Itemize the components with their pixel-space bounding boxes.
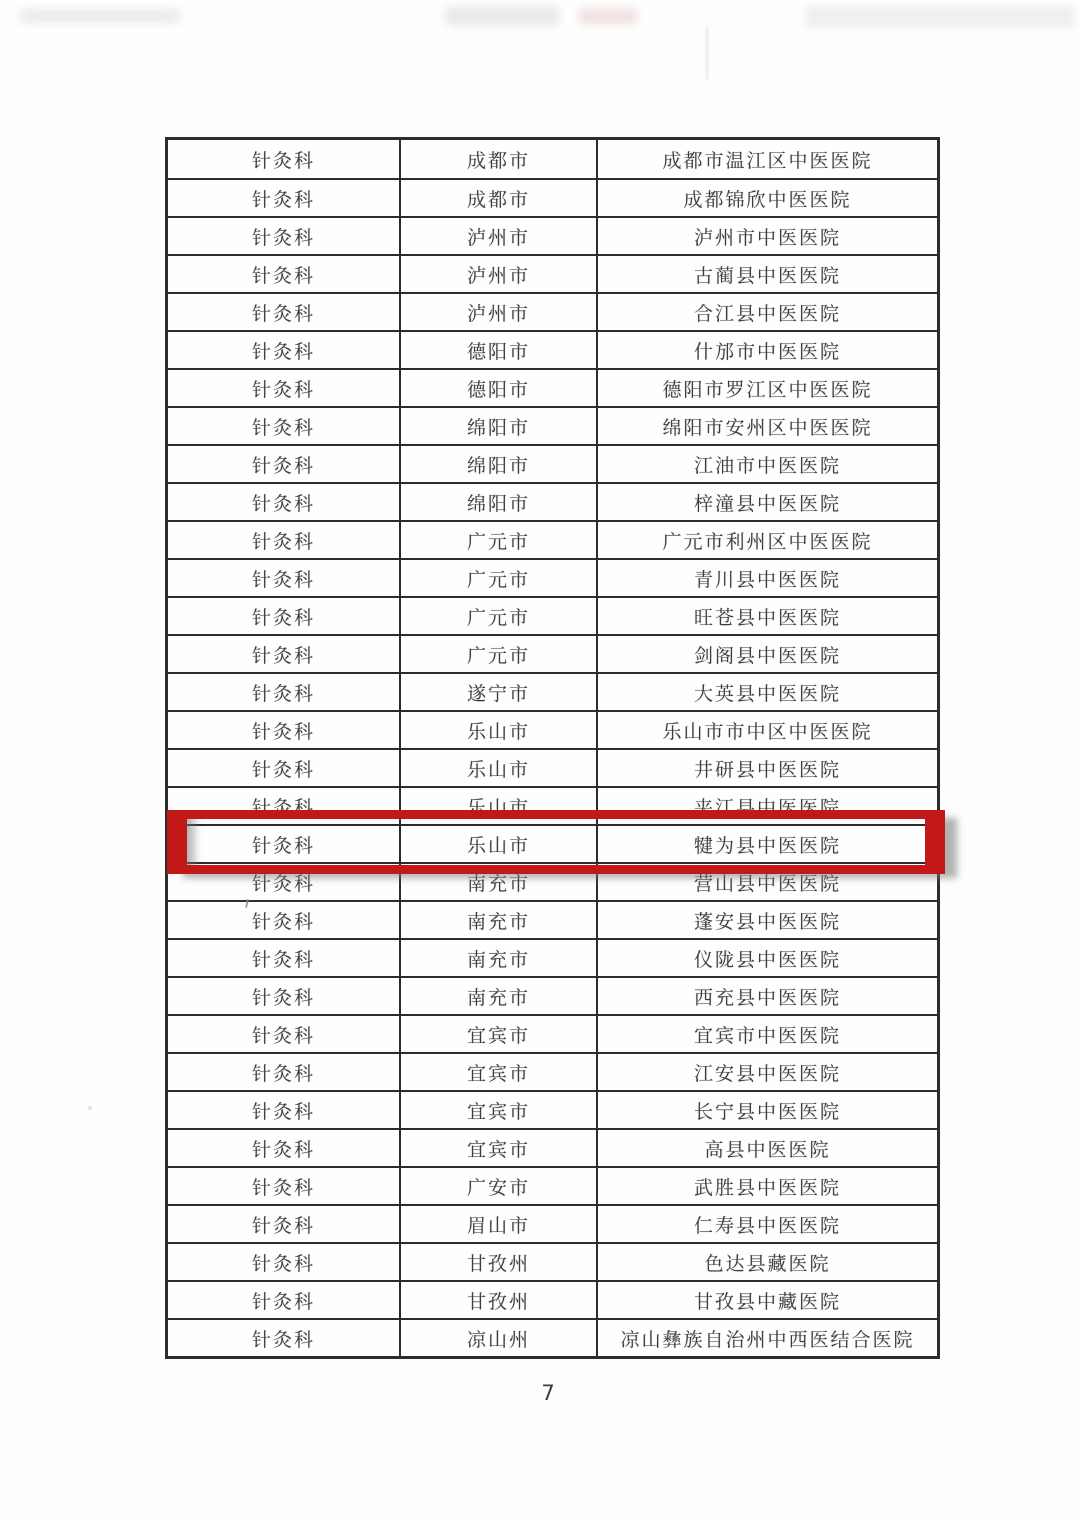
table-row: [168, 824, 937, 862]
cell-department: 针灸科: [168, 788, 401, 824]
scan-artifact: [445, 6, 560, 26]
cell-city: 宜宾市: [401, 1016, 598, 1052]
cell-department: 针灸科: [168, 1130, 401, 1166]
cell-hospital: 青川县中医医院: [693, 568, 841, 591]
table-body: [168, 140, 937, 1356]
table-row: [168, 558, 937, 596]
table-row: [168, 938, 937, 976]
cell-department: 针灸科: [168, 256, 401, 292]
table-row: [168, 330, 937, 368]
ink-speck: [88, 1106, 92, 1110]
table-row: [168, 368, 937, 406]
table-row: [168, 1014, 937, 1052]
cell-department: 针灸科: [168, 484, 401, 520]
table-row: [168, 140, 937, 178]
cell-hospital: 绵阳市安州区中医医院: [662, 416, 873, 439]
cell-city: 南充市: [401, 940, 598, 976]
cell-city: 乐山市: [401, 826, 598, 862]
table-row: [168, 1128, 937, 1166]
scan-artifact: [706, 26, 708, 81]
cell-department: 针灸科: [168, 1092, 401, 1128]
cell-hospital: 泸州市中医医院: [693, 226, 841, 249]
cell-department: 针灸科: [168, 712, 401, 748]
cell-hospital: 剑阁县中医医院: [693, 644, 841, 667]
cell-city: 遂宁市: [401, 674, 598, 710]
table-row: [168, 1242, 937, 1280]
page-number: 7: [541, 1381, 555, 1405]
table-row: [168, 520, 937, 558]
table-row: [168, 1090, 937, 1128]
cell-hospital: 旺苍县中医医院: [693, 606, 841, 629]
cell-department: 针灸科: [168, 636, 401, 672]
cell-city: 乐山市: [401, 788, 598, 824]
cell-hospital: 仁寿县中医医院: [693, 1214, 841, 1237]
cell-city: 甘孜州: [401, 1244, 598, 1280]
cell-hospital: 江油市中医医院: [693, 454, 841, 477]
cell-hospital: 古蔺县中医医院: [693, 264, 841, 287]
cell-city: 南充市: [401, 864, 598, 900]
cell-hospital: 蓬安县中医医院: [693, 910, 841, 933]
cell-department: 针灸科: [168, 408, 401, 444]
cell-department: 针灸科: [168, 1168, 401, 1204]
table-row: [168, 178, 937, 216]
cell-hospital: 色达县藏医院: [704, 1252, 831, 1275]
table-row: [168, 634, 937, 672]
cell-department: 针灸科: [168, 294, 401, 330]
cell-hospital: 乐山市市中区中医医院: [662, 720, 873, 743]
table-row: [168, 406, 937, 444]
cell-department: 针灸科: [168, 1320, 401, 1356]
cell-hospital: 仪陇县中医医院: [693, 948, 841, 971]
cell-hospital: 成都锦欣中医医院: [683, 188, 852, 211]
table-row: [168, 786, 937, 824]
cell-city: 凉山州: [401, 1320, 598, 1356]
table-row: [168, 900, 937, 938]
cell-department: 针灸科: [168, 750, 401, 786]
cell-department: 针灸科: [168, 902, 401, 938]
cell-hospital: 江安县中医医院: [693, 1062, 841, 1085]
cell-city: 成都市: [401, 140, 598, 178]
cell-hospital: 高县中医医院: [704, 1138, 831, 1161]
cell-city: 绵阳市: [401, 408, 598, 444]
cell-hospital: 长宁县中医医院: [693, 1100, 841, 1123]
cell-department: 针灸科: [168, 1244, 401, 1280]
cell-city: 德阳市: [401, 370, 598, 406]
table-row: [168, 1052, 937, 1090]
cell-city: 泸州市: [401, 294, 598, 330]
cell-hospital: 武胜县中医医院: [693, 1176, 841, 1199]
cell-city: 广元市: [401, 636, 598, 672]
hospital-table: [165, 137, 940, 1359]
table-row: [168, 1280, 937, 1318]
cell-department: 针灸科: [168, 1054, 401, 1090]
cell-hospital: 营山县中医医院: [693, 872, 841, 895]
cell-city: 宜宾市: [401, 1054, 598, 1090]
table-row: [168, 976, 937, 1014]
cell-department: 针灸科: [168, 446, 401, 482]
cell-city: 广安市: [401, 1168, 598, 1204]
cell-city: 南充市: [401, 978, 598, 1014]
cell-hospital: 梓潼县中医医院: [693, 492, 841, 515]
cell-city: 广元市: [401, 522, 598, 558]
table-row: [168, 254, 937, 292]
cell-city: 绵阳市: [401, 484, 598, 520]
cell-hospital: 西充县中医医院: [693, 986, 841, 1009]
cell-city: 成都市: [401, 180, 598, 216]
cell-city: 南充市: [401, 902, 598, 938]
cell-department: 针灸科: [168, 940, 401, 976]
cell-department: 针灸科: [168, 674, 401, 710]
table-row: [168, 216, 937, 254]
cell-city: 乐山市: [401, 750, 598, 786]
cell-department: 针灸科: [168, 1206, 401, 1242]
cell-department: 针灸科: [168, 218, 401, 254]
cell-department: 针灸科: [168, 332, 401, 368]
scan-artifact: [805, 6, 1075, 28]
cell-department: 针灸科: [168, 826, 401, 862]
cell-city: 乐山市: [401, 712, 598, 748]
cell-department: 针灸科: [168, 560, 401, 596]
cell-hospital: 德阳市罗江区中医医院: [662, 378, 873, 401]
scan-artifact: [20, 8, 180, 24]
cell-hospital: 什邡市中医医院: [693, 340, 841, 363]
cell-department: 针灸科: [168, 522, 401, 558]
scan-artifact: [578, 8, 638, 25]
cell-hospital: 广元市利州区中医医院: [662, 530, 873, 553]
cell-city: 广元市: [401, 560, 598, 596]
table-row: [168, 596, 937, 634]
cell-department: 针灸科: [168, 864, 401, 900]
cell-hospital: 甘孜县中藏医院: [693, 1290, 841, 1313]
cell-hospital: 合江县中医医院: [693, 302, 841, 325]
cell-city: 绵阳市: [401, 446, 598, 482]
cell-department: 针灸科: [168, 978, 401, 1014]
table-row: [168, 1204, 937, 1242]
table-row: [168, 710, 937, 748]
table-row: [168, 862, 937, 900]
table-row: [168, 1166, 937, 1204]
cell-city: 宜宾市: [401, 1092, 598, 1128]
cell-city: 甘孜州: [401, 1282, 598, 1318]
cell-city: 眉山市: [401, 1206, 598, 1242]
cell-hospital: 大英县中医医院: [693, 682, 841, 705]
cell-department: 针灸科: [168, 598, 401, 634]
table-row: [168, 748, 937, 786]
cell-hospital: 井研县中医医院: [693, 758, 841, 781]
table-row: [168, 444, 937, 482]
cell-city: 泸州市: [401, 218, 598, 254]
cell-hospital: 宜宾市中医医院: [693, 1024, 841, 1047]
table-row: [168, 292, 937, 330]
cell-department: 针灸科: [168, 140, 401, 178]
table-row: [168, 1318, 937, 1356]
table-row: [168, 672, 937, 710]
cell-hospital: 犍为县中医医院: [693, 834, 841, 857]
cell-city: 德阳市: [401, 332, 598, 368]
cell-city: 泸州市: [401, 256, 598, 292]
cell-city: 宜宾市: [401, 1130, 598, 1166]
cell-department: 针灸科: [168, 1016, 401, 1052]
cell-hospital: 夹江县中医医院: [693, 796, 841, 819]
table-row: [168, 482, 937, 520]
cell-hospital: 凉山彝族自治州中西医结合医院: [620, 1328, 915, 1351]
cell-hospital: 成都市温江区中医医院: [662, 149, 873, 172]
cell-department: 针灸科: [168, 1282, 401, 1318]
cell-department: 针灸科: [168, 370, 401, 406]
cell-city: 广元市: [401, 598, 598, 634]
cell-department: 针灸科: [168, 180, 401, 216]
